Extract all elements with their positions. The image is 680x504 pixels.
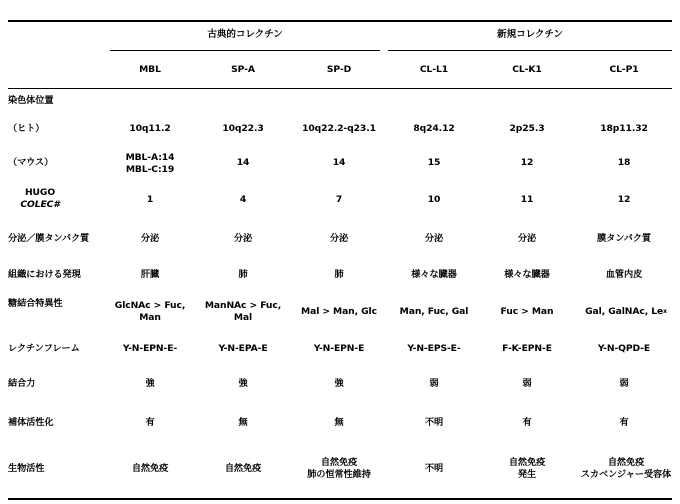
row-label-mouse: （マウス） — [8, 157, 54, 168]
bio-spd-line1: 自然免疫 — [320, 457, 358, 468]
column-header-spd: SP-D — [326, 64, 352, 75]
classic-group-rule — [110, 50, 380, 51]
complement-spa: 無 — [238, 417, 248, 428]
tissue-spa: 肺 — [238, 269, 248, 280]
bottom-rule — [8, 498, 672, 500]
row-label-sugar: 糖結合特異性 — [8, 298, 63, 309]
affinity-spa: 強 — [238, 378, 248, 389]
bio-cl-k1 — [481, 456, 573, 482]
bio-spd — [290, 456, 388, 482]
bio-spd-line2: 肺の恒常性維持 — [307, 469, 371, 480]
mouse-cl-l1: 15 — [427, 157, 441, 168]
human-cl-p1: 18p11.32 — [600, 123, 648, 134]
group-header-novel: 新規コレクチン — [497, 29, 563, 40]
top-rule — [8, 20, 672, 22]
bio-cl-p1-line1: 自然免疫 — [607, 457, 645, 468]
bio-spa: 自然免疫 — [224, 463, 262, 474]
hugo-cl-l1: 10 — [427, 194, 441, 205]
complement-cl-p1: 有 — [619, 417, 629, 428]
sugar-spa — [197, 299, 289, 325]
mouse-spd: 14 — [332, 157, 346, 168]
mouse-mbl-line1: MBL-A:14 — [125, 152, 175, 163]
hugo-spd: 7 — [335, 194, 343, 205]
hugo-spa: 4 — [239, 194, 247, 205]
affinity-spd: 強 — [334, 378, 344, 389]
sugar-cl-l1: Man, Fuc, Gal — [399, 306, 469, 317]
sugar-spa-line1: ManNAc > Fuc, — [204, 300, 282, 311]
row-label-tissue: 組織における発現 — [8, 269, 81, 280]
column-header-cl-l1: CL-L1 — [419, 64, 449, 75]
bio-cl-l1: 不明 — [424, 463, 444, 474]
mouse-cl-p1: 18 — [617, 157, 631, 168]
mouse-cl-k1: 12 — [520, 157, 534, 168]
secretion-cl-k1: 分泌 — [517, 233, 537, 244]
hugo-cl-p1: 12 — [617, 194, 631, 205]
bio-cl-k1-line1: 自然免疫 — [508, 457, 546, 468]
secretion-spd: 分泌 — [329, 233, 349, 244]
sugar-cl-p1: Gal, GalNAc, Le x — [585, 306, 667, 317]
sugar-mbl-line2: Man — [139, 312, 161, 323]
hugo-label-line1: HUGO — [24, 187, 56, 198]
tissue-cl-k1: 様々な臓器 — [504, 269, 550, 280]
row-label-complement: 補体活性化 — [8, 417, 54, 428]
secretion-mbl: 分泌 — [140, 233, 160, 244]
human-mbl: 10q11.2 — [129, 123, 171, 134]
affinity-cl-k1: 弱 — [522, 378, 532, 389]
group-header-classic: 古典的コレクチン — [207, 29, 283, 40]
complement-spd: 無 — [334, 417, 344, 428]
mouse-spa: 14 — [236, 157, 250, 168]
mouse-mbl — [104, 151, 196, 177]
column-header-cl-k1: CL-K1 — [512, 64, 542, 75]
row-label-lectin-frame: レクチンフレーム — [8, 343, 80, 354]
frame-cl-l1: Y-N-EPS-E- — [407, 343, 461, 354]
hugo-cl-k1: 11 — [520, 194, 534, 205]
affinity-cl-l1: 弱 — [429, 378, 439, 389]
row-label-human: （ヒト） — [8, 123, 45, 134]
sugar-cl-k1: Fuc > Man — [500, 306, 554, 317]
row-label-affinity: 結合力 — [8, 378, 36, 389]
frame-spd: Y-N-EPN-E — [313, 343, 365, 354]
tissue-cl-l1: 様々な臓器 — [411, 269, 457, 280]
complement-cl-k1: 有 — [522, 417, 532, 428]
column-header-cl-p1: CL-P1 — [609, 64, 639, 75]
tissue-spd: 肺 — [334, 269, 344, 280]
bio-mbl: 自然免疫 — [131, 463, 169, 474]
secretion-spa: 分泌 — [233, 233, 253, 244]
row-label-bioactivity: 生物活性 — [8, 463, 45, 474]
secretion-cl-l1: 分泌 — [424, 233, 444, 244]
bio-cl-p1-line2: スカベンジャー受容体 — [580, 469, 672, 480]
header-bottom-rule — [8, 88, 672, 89]
human-cl-k1: 2p25.3 — [509, 123, 545, 134]
bio-cl-k1-line2: 発生 — [517, 469, 537, 480]
hugo-mbl: 1 — [146, 194, 154, 205]
bio-cl-p1 — [574, 456, 678, 482]
row-label-chromosome: 染色体位置 — [8, 95, 54, 106]
human-spd: 10q22.2-q23.1 — [302, 123, 376, 134]
frame-spa: Y-N-EPA-E — [218, 343, 268, 354]
column-header-spa: SP-A — [231, 64, 255, 75]
sugar-spd: Mal > Man, Glc — [301, 306, 377, 317]
frame-mbl: Y-N-EPN-E- — [122, 343, 178, 354]
affinity-cl-p1: 弱 — [619, 378, 629, 389]
sugar-mbl-line1: GlcNAc > Fuc, — [114, 300, 186, 311]
hugo-label-line2: COLEC# — [20, 199, 60, 210]
human-spa: 10q22.3 — [222, 123, 264, 134]
novel-group-rule — [388, 50, 672, 51]
sugar-cl-p1-text: Gal, GalNAc, Le — [585, 306, 664, 317]
column-header-mbl: MBL — [139, 64, 161, 75]
mouse-mbl-line2: MBL-C:19 — [125, 164, 175, 175]
complement-cl-l1: 不明 — [424, 417, 444, 428]
human-cl-l1: 8q24.12 — [413, 123, 455, 134]
frame-cl-p1: Y-N-QPD-E — [597, 343, 651, 354]
affinity-mbl: 強 — [145, 378, 155, 389]
secretion-cl-p1: 膜タンパク質 — [597, 233, 651, 244]
complement-mbl: 有 — [145, 417, 155, 428]
sugar-mbl — [104, 299, 196, 325]
sugar-spa-line2: Mal — [233, 312, 253, 323]
frame-cl-k1: F-K-EPN-E — [502, 343, 552, 354]
tissue-mbl: 肝臓 — [140, 269, 160, 280]
row-label-secretion: 分泌／膜タンパク質 — [8, 233, 90, 244]
row-label-hugo — [8, 187, 104, 213]
tissue-cl-p1: 血管内皮 — [605, 269, 643, 280]
